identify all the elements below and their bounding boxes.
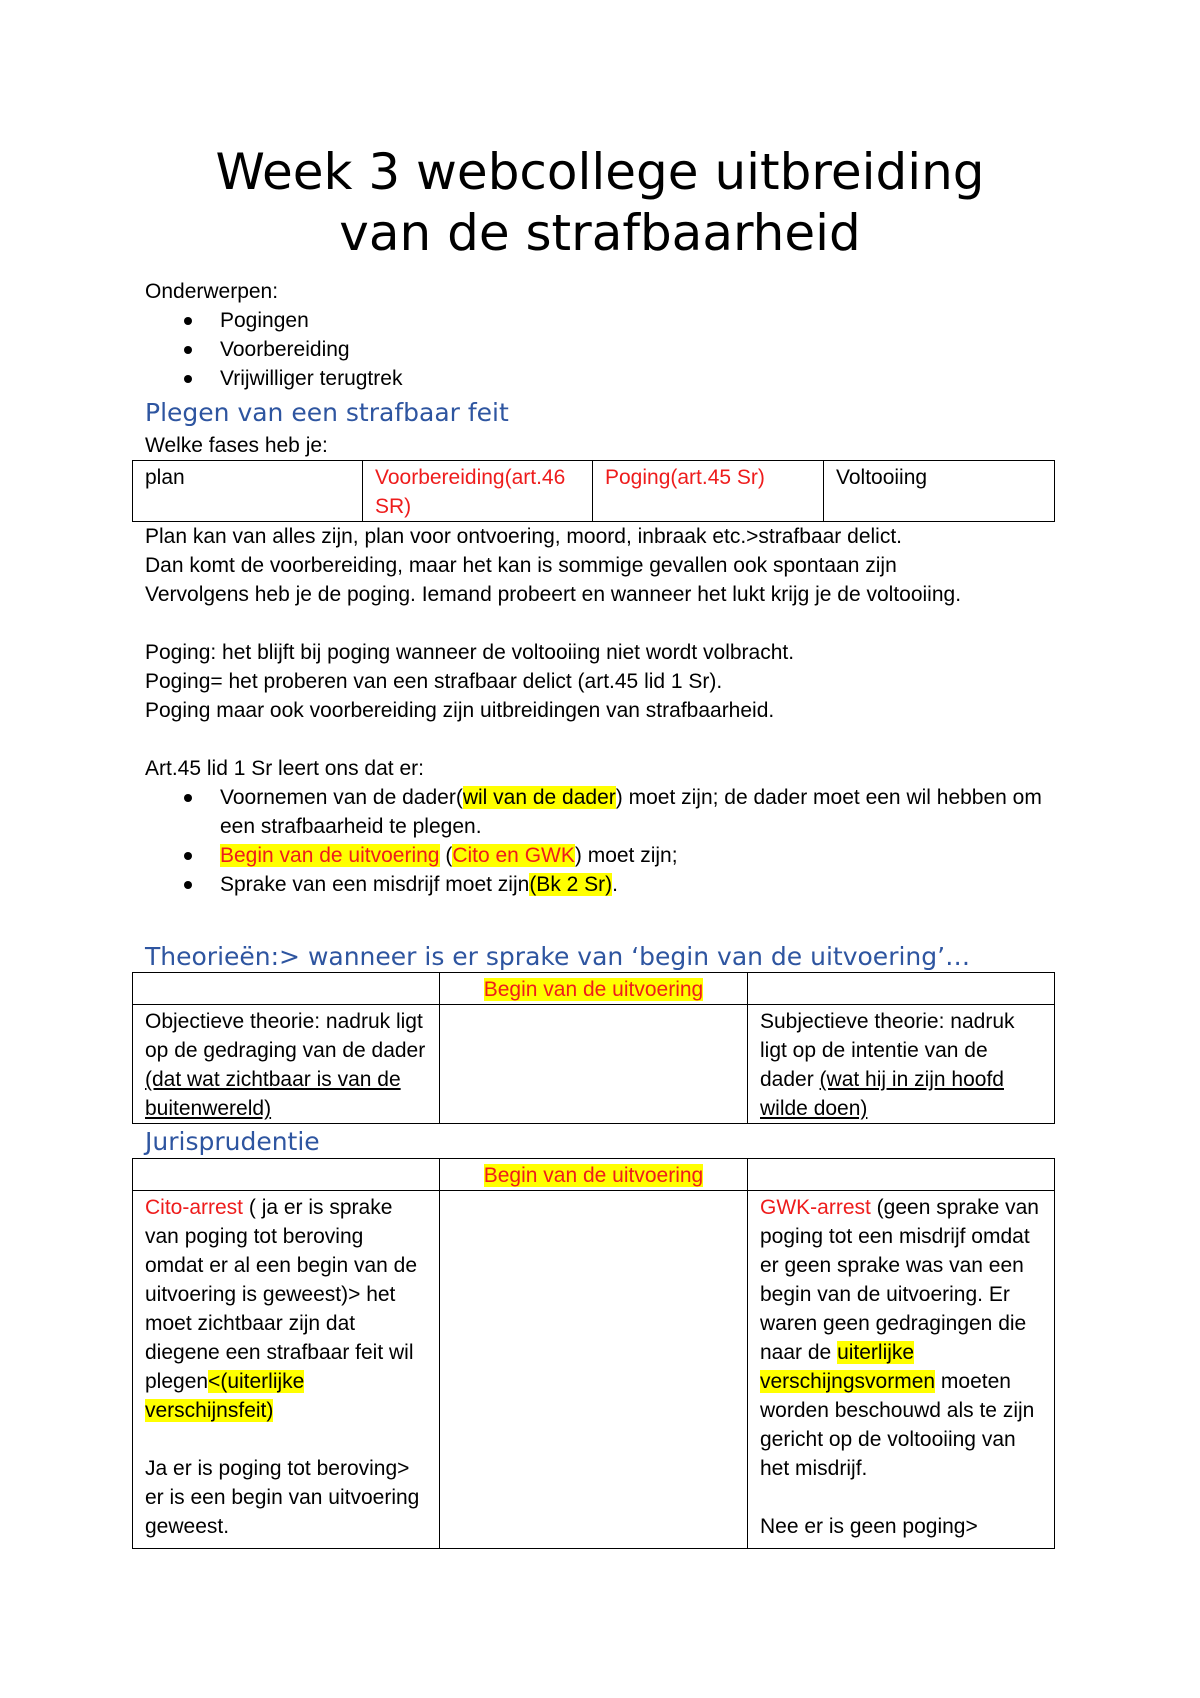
phase-voltooiing: Voltooiing	[824, 461, 1055, 522]
highlight: uiterlijke verschijngsvormen	[760, 1341, 936, 1393]
header-begin-uitvoering: Begin van de uitvoering	[483, 1164, 704, 1187]
highlight: (Bk 2 Sr)	[529, 873, 613, 896]
list-item: Voorbereiding	[145, 335, 1065, 364]
gwk-arrest-cell: GWK-arrest (geen sprake van poging tot een misdrijf omdat er geen sprake was van een begin van de uitvoering. Er waren geen gedragingen die naar de uiterlijke verschijngsvormen moeten worden beschouwd als te zijn gericht op de voltooiing van het misdrijf. Nee er is geen poging>	[748, 1191, 1055, 1549]
phase-plan: plan	[133, 461, 363, 522]
table-row	[133, 1159, 1055, 1191]
highlight: Begin van de uitvoering	[220, 844, 440, 867]
section-heading-jurisprudentie: Jurisprudentie	[145, 1127, 320, 1156]
phases-table	[132, 460, 1055, 522]
highlight: Cito en GWK	[452, 844, 575, 867]
topics-block	[145, 277, 1065, 393]
table-cell	[748, 973, 1055, 1005]
section-heading-plegen: Plegen van een strafbaar feit	[145, 398, 509, 427]
objective-theory-cell: Objectieve theorie: nadruk ligt op de gedraging van de dader (dat wat zichtbaar is van de buitenwereld)	[133, 1005, 440, 1124]
list-item: Begin van de uitvoering (Cito en GWK) moet zijn;	[145, 841, 1065, 870]
table-cell	[748, 1159, 1055, 1191]
document-title	[132, 142, 1068, 264]
table-row	[133, 461, 1055, 522]
art-intro: Art.45 lid 1 Sr leert ons dat er:	[145, 757, 424, 780]
table-cell	[440, 1005, 748, 1124]
text-line: Plan kan van alles zijn, plan voor ontvoering, moord, inbraak etc.>strafbaar delict.	[145, 525, 902, 548]
table-cell	[440, 1191, 748, 1549]
title-line-2: van de strafbaarheid	[339, 204, 861, 262]
cito-arrest-cell: Cito-arrest ( ja er is sprake van poging tot beroving omdat er al een begin van de uitvoering is geweest)> het moet zichtbaar zijn dat diegene een strafbaar feit wil plegen<(uiterlijke verschijnsfeit) Ja er is poging tot beroving> er is een begin van uitvoering geweest.	[133, 1191, 440, 1549]
jurisprudence-table	[132, 1158, 1055, 1549]
text-line: Poging= het proberen van een strafbaar delict (art.45 lid 1 Sr).	[145, 670, 723, 693]
highlight: <(uiterlijke verschijnsfeit)	[145, 1370, 305, 1422]
table-cell	[440, 973, 748, 1005]
phases-question: Welke fases heb je:	[145, 434, 328, 457]
gwk-arrest-label: GWK-arrest	[760, 1196, 871, 1219]
text-line: Poging maar ook voorbereiding zijn uitbreidingen van strafbaarheid.	[145, 699, 775, 722]
list-item: Voornemen van de dader(wil van de dader) moet zijn; de dader moet een wil hebben om een strafbaarheid te plegen.	[145, 783, 1065, 841]
subjective-theory-cell: Subjectieve theorie: nadruk ligt op de intentie van de dader (wat hij in zijn hoofd wilde doen)	[748, 1005, 1055, 1124]
paragraph-plan	[145, 522, 1065, 899]
topics-label: Onderwerpen:	[145, 280, 279, 303]
theories-table	[132, 972, 1055, 1124]
table-cell	[440, 1159, 748, 1191]
text-line: Vervolgens heb je de poging. Iemand probeert en wanneer het lukt krijg je de voltooiing.	[145, 583, 962, 606]
table-cell	[133, 973, 440, 1005]
text-line: Poging: het blijft bij poging wanneer de voltooiing niet wordt volbracht.	[145, 641, 795, 664]
topics-list	[145, 306, 1065, 393]
list-item: Sprake van een misdrijf moet zijn(Bk 2 Sr).	[145, 870, 1065, 899]
cito-arrest-label: Cito-arrest	[145, 1196, 244, 1219]
table-row	[133, 1191, 1055, 1549]
requirements-list	[145, 783, 1065, 899]
phase-poging: Poging(art.45 Sr)	[593, 461, 824, 522]
list-item: Vrijwilliger terugtrek	[145, 364, 1065, 393]
phase-voorbereiding: Voorbereiding(art.46 SR)	[363, 461, 593, 522]
title-line-1: Week 3 webcollege uitbreiding	[215, 143, 985, 201]
table-cell	[133, 1159, 440, 1191]
highlight: wil van de dader	[462, 786, 616, 809]
table-row	[133, 1005, 1055, 1124]
header-begin-uitvoering: Begin van de uitvoering	[483, 978, 704, 1001]
section-heading-theorieen: Theorieën:> wanneer is er sprake van ‘begin van de uitvoering’…	[145, 942, 971, 971]
list-item: Pogingen	[145, 306, 1065, 335]
table-row	[133, 973, 1055, 1005]
text-line: Dan komt de voorbereiding, maar het kan is sommige gevallen ook spontaan zijn	[145, 554, 897, 577]
